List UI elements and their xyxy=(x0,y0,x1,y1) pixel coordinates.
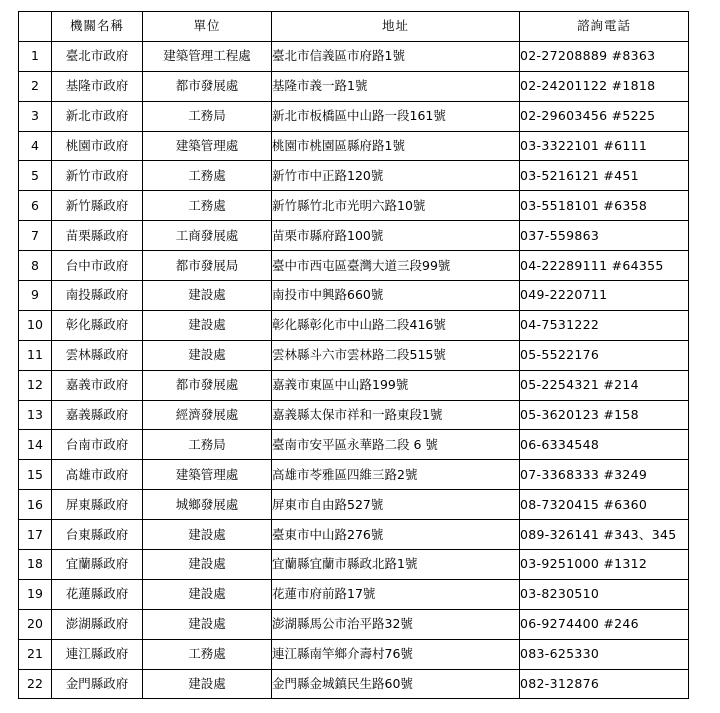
unit-name: 都市發展處 xyxy=(143,370,272,400)
agency-name: 花蓮縣政府 xyxy=(52,579,143,609)
phone-number: 04-22289111 #64355 xyxy=(520,251,689,281)
row-number: 4 xyxy=(19,131,52,161)
phone-number: 02-24201122 #1818 xyxy=(520,71,689,101)
unit-name: 建設處 xyxy=(143,550,272,580)
row-number: 11 xyxy=(19,340,52,370)
phone-number: 08-7320415 #6360 xyxy=(520,490,689,520)
row-number: 9 xyxy=(19,281,52,311)
unit-name: 工商發展處 xyxy=(143,221,272,251)
table-row xyxy=(19,490,689,520)
table-row xyxy=(19,609,689,639)
table-row xyxy=(19,430,689,460)
unit-name: 建設處 xyxy=(143,609,272,639)
phone-number: 082-312876 xyxy=(520,669,689,699)
row-number: 20 xyxy=(19,609,52,639)
row-number: 17 xyxy=(19,520,52,550)
phone-number: 037-559863 xyxy=(520,221,689,251)
agency-name: 台東縣政府 xyxy=(52,520,143,550)
address: 高雄市苓雅區四維三路2號 xyxy=(272,460,520,490)
agency-name: 雲林縣政府 xyxy=(52,340,143,370)
agency-name: 桃園市政府 xyxy=(52,131,143,161)
agency-name: 苗栗縣政府 xyxy=(52,221,143,251)
unit-name: 建築管理工程處 xyxy=(143,41,272,71)
table-row xyxy=(19,161,689,191)
table-row xyxy=(19,71,689,101)
address: 澎湖縣馬公市治平路32號 xyxy=(272,609,520,639)
unit-name: 建築管理處 xyxy=(143,460,272,490)
unit-name: 工務處 xyxy=(143,191,272,221)
table-row xyxy=(19,251,689,281)
agency-name: 嘉義縣政府 xyxy=(52,400,143,430)
phone-number: 05-5522176 xyxy=(520,340,689,370)
address: 嘉義市東區中山路199號 xyxy=(272,370,520,400)
phone-number: 049-2220711 xyxy=(520,281,689,311)
unit-name: 工務局 xyxy=(143,430,272,460)
agency-name: 台南市政府 xyxy=(52,430,143,460)
phone-number: 03-5216121 #451 xyxy=(520,161,689,191)
header-org: 機關名稱 xyxy=(52,12,143,42)
contacts-table xyxy=(18,11,689,699)
phone-number: 089-326141 #343、345 xyxy=(520,520,689,550)
unit-name: 工務處 xyxy=(143,639,272,669)
address: 雲林縣斗六市雲林路二段515號 xyxy=(272,340,520,370)
unit-name: 建設處 xyxy=(143,281,272,311)
address: 嘉義縣太保市祥和一路東段1號 xyxy=(272,400,520,430)
agency-name: 臺北市政府 xyxy=(52,41,143,71)
address: 新竹縣竹北市光明六路10號 xyxy=(272,191,520,221)
table-row xyxy=(19,310,689,340)
row-number: 12 xyxy=(19,370,52,400)
unit-name: 建設處 xyxy=(143,579,272,609)
address: 連江縣南竿鄉介壽村76號 xyxy=(272,639,520,669)
table-row xyxy=(19,370,689,400)
agency-name: 嘉義市政府 xyxy=(52,370,143,400)
agency-name: 宜蘭縣政府 xyxy=(52,550,143,580)
address: 臺中市西屯區臺灣大道三段99號 xyxy=(272,251,520,281)
phone-number: 06-9274400 #246 xyxy=(520,609,689,639)
phone-number: 02-29603456 #5225 xyxy=(520,101,689,131)
phone-number: 04-7531222 xyxy=(520,310,689,340)
table-row xyxy=(19,221,689,251)
agency-name: 高雄市政府 xyxy=(52,460,143,490)
row-number: 10 xyxy=(19,310,52,340)
address: 臺東市中山路276號 xyxy=(272,520,520,550)
row-number: 21 xyxy=(19,639,52,669)
address: 基隆市義一路1號 xyxy=(272,71,520,101)
phone-number: 05-3620123 #158 xyxy=(520,400,689,430)
phone-number: 03-9251000 #1312 xyxy=(520,550,689,580)
phone-number: 03-8230510 xyxy=(520,579,689,609)
row-number: 1 xyxy=(19,41,52,71)
agency-name: 金門縣政府 xyxy=(52,669,143,699)
table-row xyxy=(19,101,689,131)
address: 新北市板橋區中山路一段161號 xyxy=(272,101,520,131)
phone-number: 083-625330 xyxy=(520,639,689,669)
address: 彰化縣彰化市中山路二段416號 xyxy=(272,310,520,340)
phone-number: 02-27208889 #8363 xyxy=(520,41,689,71)
table-row xyxy=(19,579,689,609)
phone-number: 07-3368333 #3249 xyxy=(520,460,689,490)
phone-number: 03-5518101 #6358 xyxy=(520,191,689,221)
row-number: 8 xyxy=(19,251,52,281)
unit-name: 經濟發展處 xyxy=(143,400,272,430)
address: 花蓮市府前路17號 xyxy=(272,579,520,609)
header-no xyxy=(19,12,52,42)
table-row xyxy=(19,669,689,699)
row-number: 14 xyxy=(19,430,52,460)
agency-name: 澎湖縣政府 xyxy=(52,609,143,639)
address: 臺北市信義區市府路1號 xyxy=(272,41,520,71)
unit-name: 建設處 xyxy=(143,310,272,340)
table-row xyxy=(19,191,689,221)
unit-name: 城鄉發展處 xyxy=(143,490,272,520)
header-row xyxy=(19,12,689,42)
table-row xyxy=(19,281,689,311)
unit-name: 建設處 xyxy=(143,520,272,550)
row-number: 5 xyxy=(19,161,52,191)
row-number: 2 xyxy=(19,71,52,101)
phone-number: 03-3322101 #6111 xyxy=(520,131,689,161)
row-number: 18 xyxy=(19,550,52,580)
address: 桃園市桃園區縣府路1號 xyxy=(272,131,520,161)
address: 屏東市自由路527號 xyxy=(272,490,520,520)
address: 新竹市中正路120號 xyxy=(272,161,520,191)
agency-name: 南投縣政府 xyxy=(52,281,143,311)
unit-name: 工務局 xyxy=(143,101,272,131)
header-unit: 單位 xyxy=(143,12,272,42)
table-row xyxy=(19,340,689,370)
row-number: 7 xyxy=(19,221,52,251)
address: 金門縣金城鎮民生路60號 xyxy=(272,669,520,699)
table-row xyxy=(19,400,689,430)
table-row xyxy=(19,550,689,580)
row-number: 22 xyxy=(19,669,52,699)
address: 臺南市安平區永華路二段 6 號 xyxy=(272,430,520,460)
agency-name: 基隆市政府 xyxy=(52,71,143,101)
unit-name: 建設處 xyxy=(143,669,272,699)
agency-name: 新竹市政府 xyxy=(52,161,143,191)
agency-name: 新北市政府 xyxy=(52,101,143,131)
agency-name: 屏東縣政府 xyxy=(52,490,143,520)
row-number: 19 xyxy=(19,579,52,609)
agency-name: 新竹縣政府 xyxy=(52,191,143,221)
unit-name: 都市發展處 xyxy=(143,71,272,101)
unit-name: 工務處 xyxy=(143,161,272,191)
phone-number: 06-6334548 xyxy=(520,430,689,460)
address: 南投市中興路660號 xyxy=(272,281,520,311)
agency-name: 彰化縣政府 xyxy=(52,310,143,340)
row-number: 16 xyxy=(19,490,52,520)
header-address: 地址 xyxy=(272,12,520,42)
row-number: 15 xyxy=(19,460,52,490)
header-phone: 諮詢電話 xyxy=(520,12,689,42)
agency-name: 台中市政府 xyxy=(52,251,143,281)
table-row xyxy=(19,131,689,161)
unit-name: 都市發展局 xyxy=(143,251,272,281)
address: 宜蘭縣宜蘭市縣政北路1號 xyxy=(272,550,520,580)
address: 苗栗市縣府路100號 xyxy=(272,221,520,251)
row-number: 13 xyxy=(19,400,52,430)
table-row xyxy=(19,460,689,490)
unit-name: 建設處 xyxy=(143,340,272,370)
table-row xyxy=(19,639,689,669)
table-row xyxy=(19,41,689,71)
agency-name: 連江縣政府 xyxy=(52,639,143,669)
row-number: 6 xyxy=(19,191,52,221)
unit-name: 建築管理處 xyxy=(143,131,272,161)
phone-number: 05-2254321 #214 xyxy=(520,370,689,400)
row-number: 3 xyxy=(19,101,52,131)
table-row xyxy=(19,520,689,550)
